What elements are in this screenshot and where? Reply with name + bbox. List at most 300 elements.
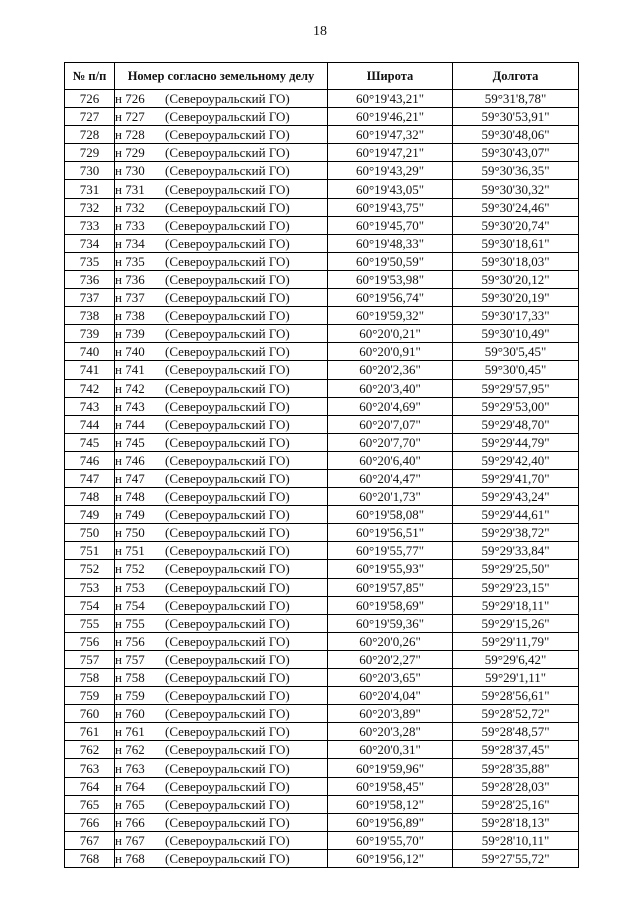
area-name: (Североуральский ГО) bbox=[165, 271, 290, 287]
row-longitude: 59°30'20,12" bbox=[453, 270, 579, 288]
row-parcel-name bbox=[115, 216, 328, 234]
area-name: (Североуральский ГО) bbox=[165, 525, 290, 541]
row-parcel-name bbox=[115, 849, 328, 867]
table-row bbox=[65, 524, 579, 542]
row-parcel-name bbox=[115, 759, 328, 777]
table-row bbox=[65, 614, 579, 632]
table-body bbox=[65, 90, 579, 868]
row-parcel-name bbox=[115, 343, 328, 361]
row-number: 749 bbox=[65, 506, 115, 524]
row-latitude: 60°19'55,93" bbox=[328, 560, 453, 578]
row-parcel-name bbox=[115, 506, 328, 524]
row-parcel-name bbox=[115, 578, 328, 596]
point-id: н 737 bbox=[115, 290, 145, 306]
row-number: 738 bbox=[65, 307, 115, 325]
row-number: 728 bbox=[65, 126, 115, 144]
table-row bbox=[65, 705, 579, 723]
point-id: н 742 bbox=[115, 380, 145, 396]
header-lon: Долгота bbox=[453, 63, 579, 90]
row-longitude: 59°30'18,03" bbox=[453, 252, 579, 270]
row-latitude: 60°19'59,96" bbox=[328, 759, 453, 777]
row-number: 750 bbox=[65, 524, 115, 542]
row-longitude: 59°29'25,50" bbox=[453, 560, 579, 578]
point-id: н 746 bbox=[115, 452, 145, 468]
point-id: н 767 bbox=[115, 832, 145, 848]
row-parcel-name bbox=[115, 669, 328, 687]
row-latitude: 60°19'47,32" bbox=[328, 126, 453, 144]
table-row bbox=[65, 108, 579, 126]
area-name: (Североуральский ГО) bbox=[165, 217, 290, 233]
row-latitude: 60°19'56,74" bbox=[328, 289, 453, 307]
row-longitude: 59°29'23,15" bbox=[453, 578, 579, 596]
row-longitude: 59°29'38,72" bbox=[453, 524, 579, 542]
point-id: н 743 bbox=[115, 398, 145, 414]
point-id: н 768 bbox=[115, 850, 145, 866]
row-number: 736 bbox=[65, 270, 115, 288]
row-longitude: 59°28'18,13" bbox=[453, 813, 579, 831]
area-name: (Североуральский ГО) bbox=[165, 471, 290, 487]
row-latitude: 60°19'58,45" bbox=[328, 777, 453, 795]
row-parcel-name bbox=[115, 325, 328, 343]
row-longitude: 59°30'10,49" bbox=[453, 325, 579, 343]
row-parcel-name bbox=[115, 614, 328, 632]
point-id: н 734 bbox=[115, 235, 145, 251]
row-parcel-name bbox=[115, 650, 328, 668]
row-longitude: 59°30'18,61" bbox=[453, 234, 579, 252]
row-number: 727 bbox=[65, 108, 115, 126]
row-longitude: 59°28'56,61" bbox=[453, 687, 579, 705]
table-row bbox=[65, 578, 579, 596]
row-latitude: 60°19'46,21" bbox=[328, 108, 453, 126]
row-longitude: 59°30'53,91" bbox=[453, 108, 579, 126]
point-id: н 758 bbox=[115, 670, 145, 686]
row-longitude: 59°28'48,57" bbox=[453, 723, 579, 741]
area-name: (Североуральский ГО) bbox=[165, 290, 290, 306]
area-name: (Североуральский ГО) bbox=[165, 344, 290, 360]
area-name: (Североуральский ГО) bbox=[165, 832, 290, 848]
row-parcel-name bbox=[115, 415, 328, 433]
row-number: 735 bbox=[65, 252, 115, 270]
row-parcel-name bbox=[115, 126, 328, 144]
row-parcel-name bbox=[115, 433, 328, 451]
table-row bbox=[65, 469, 579, 487]
row-longitude: 59°30'17,33" bbox=[453, 307, 579, 325]
row-latitude: 60°20'7,70" bbox=[328, 433, 453, 451]
row-longitude: 59°30'24,46" bbox=[453, 198, 579, 216]
area-name: (Североуральский ГО) bbox=[165, 670, 290, 686]
area-name: (Североуральский ГО) bbox=[165, 489, 290, 505]
row-latitude: 60°19'43,29" bbox=[328, 162, 453, 180]
row-longitude: 59°29'41,70" bbox=[453, 469, 579, 487]
row-parcel-name bbox=[115, 252, 328, 270]
row-latitude: 60°20'3,28" bbox=[328, 723, 453, 741]
table-row bbox=[65, 451, 579, 469]
table-row bbox=[65, 252, 579, 270]
row-longitude: 59°27'55,72" bbox=[453, 849, 579, 867]
point-id: н 744 bbox=[115, 416, 145, 432]
row-longitude: 59°30'48,06" bbox=[453, 126, 579, 144]
row-parcel-name bbox=[115, 108, 328, 126]
row-number: 744 bbox=[65, 415, 115, 433]
row-number: 739 bbox=[65, 325, 115, 343]
row-latitude: 60°19'48,33" bbox=[328, 234, 453, 252]
row-parcel-name bbox=[115, 469, 328, 487]
row-parcel-name bbox=[115, 687, 328, 705]
row-number: 746 bbox=[65, 451, 115, 469]
area-name: (Североуральский ГО) bbox=[165, 724, 290, 740]
area-name: (Североуральский ГО) bbox=[165, 326, 290, 342]
row-parcel-name bbox=[115, 741, 328, 759]
row-parcel-name bbox=[115, 379, 328, 397]
row-longitude: 59°29'43,24" bbox=[453, 488, 579, 506]
point-id: н 766 bbox=[115, 814, 145, 830]
row-parcel-name bbox=[115, 488, 328, 506]
table-row bbox=[65, 741, 579, 759]
table-row bbox=[65, 849, 579, 867]
area-name: (Североуральский ГО) bbox=[165, 814, 290, 830]
row-latitude: 60°20'7,07" bbox=[328, 415, 453, 433]
area-name: (Североуральский ГО) bbox=[165, 380, 290, 396]
point-id: н 741 bbox=[115, 362, 145, 378]
table-row bbox=[65, 270, 579, 288]
row-number: 726 bbox=[65, 90, 115, 108]
row-number: 764 bbox=[65, 777, 115, 795]
point-id: н 756 bbox=[115, 633, 145, 649]
row-number: 763 bbox=[65, 759, 115, 777]
row-longitude: 59°28'25,16" bbox=[453, 795, 579, 813]
point-id: н 732 bbox=[115, 199, 145, 215]
table-row bbox=[65, 777, 579, 795]
area-name: (Североуральский ГО) bbox=[165, 109, 290, 125]
area-name: (Североуральский ГО) bbox=[165, 145, 290, 161]
row-latitude: 60°20'0,31" bbox=[328, 741, 453, 759]
point-id: н 739 bbox=[115, 326, 145, 342]
row-latitude: 60°19'59,36" bbox=[328, 614, 453, 632]
row-longitude: 59°30'20,19" bbox=[453, 289, 579, 307]
row-latitude: 60°19'50,59" bbox=[328, 252, 453, 270]
row-latitude: 60°19'55,77" bbox=[328, 542, 453, 560]
area-name: (Североуральский ГО) bbox=[165, 561, 290, 577]
row-number: 754 bbox=[65, 596, 115, 614]
row-number: 752 bbox=[65, 560, 115, 578]
area-name: (Североуральский ГО) bbox=[165, 507, 290, 523]
table-row bbox=[65, 488, 579, 506]
table-row bbox=[65, 650, 579, 668]
row-longitude: 59°29'57,95" bbox=[453, 379, 579, 397]
table-row bbox=[65, 596, 579, 614]
area-name: (Североуральский ГО) bbox=[165, 742, 290, 758]
row-longitude: 59°29'15,26" bbox=[453, 614, 579, 632]
row-number: 753 bbox=[65, 578, 115, 596]
table-row bbox=[65, 90, 579, 108]
row-number: 748 bbox=[65, 488, 115, 506]
row-latitude: 60°19'55,70" bbox=[328, 831, 453, 849]
area-name: (Североуральский ГО) bbox=[165, 850, 290, 866]
row-parcel-name bbox=[115, 361, 328, 379]
area-name: (Североуральский ГО) bbox=[165, 597, 290, 613]
row-number: 761 bbox=[65, 723, 115, 741]
area-name: (Североуральский ГО) bbox=[165, 253, 290, 269]
row-latitude: 60°19'58,12" bbox=[328, 795, 453, 813]
row-number: 741 bbox=[65, 361, 115, 379]
row-number: 742 bbox=[65, 379, 115, 397]
point-id: н 729 bbox=[115, 145, 145, 161]
area-name: (Североуральский ГО) bbox=[165, 199, 290, 215]
row-latitude: 60°19'45,70" bbox=[328, 216, 453, 234]
row-longitude: 59°31'8,78" bbox=[453, 90, 579, 108]
table-row bbox=[65, 289, 579, 307]
area-name: (Североуральский ГО) bbox=[165, 127, 290, 143]
row-latitude: 60°20'4,47" bbox=[328, 469, 453, 487]
table-row bbox=[65, 795, 579, 813]
row-latitude: 60°19'58,08" bbox=[328, 506, 453, 524]
row-number: 730 bbox=[65, 162, 115, 180]
table-row bbox=[65, 542, 579, 560]
row-parcel-name bbox=[115, 795, 328, 813]
row-latitude: 60°20'0,21" bbox=[328, 325, 453, 343]
point-id: н 748 bbox=[115, 489, 145, 505]
row-longitude: 59°28'35,88" bbox=[453, 759, 579, 777]
point-id: н 757 bbox=[115, 651, 145, 667]
row-longitude: 59°29'6,42" bbox=[453, 650, 579, 668]
table-row bbox=[65, 216, 579, 234]
point-id: н 763 bbox=[115, 760, 145, 776]
point-id: н 733 bbox=[115, 217, 145, 233]
area-name: (Североуральский ГО) bbox=[165, 796, 290, 812]
table-row bbox=[65, 759, 579, 777]
row-latitude: 60°19'56,12" bbox=[328, 849, 453, 867]
row-longitude: 59°29'42,40" bbox=[453, 451, 579, 469]
row-parcel-name bbox=[115, 560, 328, 578]
row-parcel-name bbox=[115, 632, 328, 650]
table-row bbox=[65, 669, 579, 687]
point-id: н 764 bbox=[115, 778, 145, 794]
row-latitude: 60°19'47,21" bbox=[328, 144, 453, 162]
row-parcel-name bbox=[115, 234, 328, 252]
area-name: (Североуральский ГО) bbox=[165, 452, 290, 468]
point-id: н 731 bbox=[115, 181, 145, 197]
row-parcel-name bbox=[115, 542, 328, 560]
area-name: (Североуральский ГО) bbox=[165, 91, 290, 107]
row-latitude: 60°19'58,69" bbox=[328, 596, 453, 614]
row-latitude: 60°19'56,89" bbox=[328, 813, 453, 831]
row-number: 729 bbox=[65, 144, 115, 162]
row-number: 765 bbox=[65, 795, 115, 813]
row-number: 766 bbox=[65, 813, 115, 831]
table-row bbox=[65, 415, 579, 433]
row-latitude: 60°19'53,98" bbox=[328, 270, 453, 288]
area-name: (Североуральский ГО) bbox=[165, 651, 290, 667]
area-name: (Североуральский ГО) bbox=[165, 706, 290, 722]
point-id: н 750 bbox=[115, 525, 145, 541]
row-latitude: 60°19'43,21" bbox=[328, 90, 453, 108]
area-name: (Североуральский ГО) bbox=[165, 760, 290, 776]
area-name: (Североуральский ГО) bbox=[165, 434, 290, 450]
row-latitude: 60°20'3,65" bbox=[328, 669, 453, 687]
area-name: (Североуральский ГО) bbox=[165, 308, 290, 324]
coordinates-table bbox=[64, 62, 579, 868]
row-number: 755 bbox=[65, 614, 115, 632]
point-id: н 762 bbox=[115, 742, 145, 758]
row-longitude: 59°30'36,35" bbox=[453, 162, 579, 180]
row-number: 745 bbox=[65, 433, 115, 451]
row-longitude: 59°29'1,11" bbox=[453, 669, 579, 687]
table-row bbox=[65, 723, 579, 741]
row-number: 734 bbox=[65, 234, 115, 252]
area-name: (Североуральский ГО) bbox=[165, 362, 290, 378]
row-number: 757 bbox=[65, 650, 115, 668]
point-id: н 752 bbox=[115, 561, 145, 577]
point-id: н 751 bbox=[115, 543, 145, 559]
point-id: н 726 bbox=[115, 91, 145, 107]
row-longitude: 59°30'0,45" bbox=[453, 361, 579, 379]
point-id: н 749 bbox=[115, 507, 145, 523]
table-row bbox=[65, 632, 579, 650]
row-latitude: 60°20'3,40" bbox=[328, 379, 453, 397]
area-name: (Североуральский ГО) bbox=[165, 615, 290, 631]
point-id: н 760 bbox=[115, 706, 145, 722]
table-row bbox=[65, 687, 579, 705]
row-number: 767 bbox=[65, 831, 115, 849]
point-id: н 761 bbox=[115, 724, 145, 740]
row-latitude: 60°20'2,27" bbox=[328, 650, 453, 668]
table-row bbox=[65, 831, 579, 849]
row-parcel-name bbox=[115, 90, 328, 108]
row-latitude: 60°20'4,69" bbox=[328, 397, 453, 415]
row-latitude: 60°20'1,73" bbox=[328, 488, 453, 506]
row-longitude: 59°30'20,74" bbox=[453, 216, 579, 234]
row-latitude: 60°19'43,05" bbox=[328, 180, 453, 198]
row-longitude: 59°29'18,11" bbox=[453, 596, 579, 614]
header-num: № п/п bbox=[65, 63, 115, 90]
row-number: 743 bbox=[65, 397, 115, 415]
area-name: (Североуральский ГО) bbox=[165, 579, 290, 595]
area-name: (Североуральский ГО) bbox=[165, 416, 290, 432]
row-parcel-name bbox=[115, 831, 328, 849]
header-name: Номер согласно земельному делу bbox=[115, 63, 328, 90]
row-parcel-name bbox=[115, 270, 328, 288]
row-latitude: 60°20'4,04" bbox=[328, 687, 453, 705]
row-latitude: 60°20'0,91" bbox=[328, 343, 453, 361]
row-parcel-name bbox=[115, 198, 328, 216]
header-lat: Широта bbox=[328, 63, 453, 90]
row-parcel-name bbox=[115, 144, 328, 162]
table-row bbox=[65, 325, 579, 343]
table-row bbox=[65, 343, 579, 361]
table-row bbox=[65, 144, 579, 162]
row-number: 732 bbox=[65, 198, 115, 216]
point-id: н 728 bbox=[115, 127, 145, 143]
row-longitude: 59°28'52,72" bbox=[453, 705, 579, 723]
table-row bbox=[65, 180, 579, 198]
row-parcel-name bbox=[115, 180, 328, 198]
row-latitude: 60°20'6,40" bbox=[328, 451, 453, 469]
area-name: (Североуральский ГО) bbox=[165, 163, 290, 179]
row-number: 758 bbox=[65, 669, 115, 687]
row-number: 760 bbox=[65, 705, 115, 723]
row-latitude: 60°20'2,36" bbox=[328, 361, 453, 379]
point-id: н 735 bbox=[115, 253, 145, 269]
row-longitude: 59°29'33,84" bbox=[453, 542, 579, 560]
row-number: 737 bbox=[65, 289, 115, 307]
row-number: 759 bbox=[65, 687, 115, 705]
row-parcel-name bbox=[115, 162, 328, 180]
row-number: 756 bbox=[65, 632, 115, 650]
table-row bbox=[65, 813, 579, 831]
row-longitude: 59°29'44,79" bbox=[453, 433, 579, 451]
point-id: н 730 bbox=[115, 163, 145, 179]
row-parcel-name bbox=[115, 307, 328, 325]
row-number: 733 bbox=[65, 216, 115, 234]
row-parcel-name bbox=[115, 723, 328, 741]
row-number: 731 bbox=[65, 180, 115, 198]
row-longitude: 59°28'28,03" bbox=[453, 777, 579, 795]
point-id: н 738 bbox=[115, 308, 145, 324]
row-latitude: 60°20'3,89" bbox=[328, 705, 453, 723]
row-number: 762 bbox=[65, 741, 115, 759]
area-name: (Североуральский ГО) bbox=[165, 181, 290, 197]
table-row bbox=[65, 126, 579, 144]
point-id: н 765 bbox=[115, 796, 145, 812]
area-name: (Североуральский ГО) bbox=[165, 543, 290, 559]
row-number: 740 bbox=[65, 343, 115, 361]
row-longitude: 59°28'10,11" bbox=[453, 831, 579, 849]
table-row bbox=[65, 198, 579, 216]
table-row bbox=[65, 234, 579, 252]
row-longitude: 59°29'44,61" bbox=[453, 506, 579, 524]
page-number: 18 bbox=[313, 24, 327, 39]
table-row bbox=[65, 506, 579, 524]
point-id: н 759 bbox=[115, 688, 145, 704]
point-id: н 755 bbox=[115, 615, 145, 631]
point-id: н 740 bbox=[115, 344, 145, 360]
point-id: н 747 bbox=[115, 471, 145, 487]
row-parcel-name bbox=[115, 777, 328, 795]
area-name: (Североуральский ГО) bbox=[165, 633, 290, 649]
table-row bbox=[65, 433, 579, 451]
point-id: н 745 bbox=[115, 434, 145, 450]
point-id: н 727 bbox=[115, 109, 145, 125]
point-id: н 754 bbox=[115, 597, 145, 613]
row-latitude: 60°19'43,75" bbox=[328, 198, 453, 216]
row-latitude: 60°19'56,51" bbox=[328, 524, 453, 542]
table-row bbox=[65, 361, 579, 379]
row-parcel-name bbox=[115, 596, 328, 614]
row-longitude: 59°28'37,45" bbox=[453, 741, 579, 759]
area-name: (Североуральский ГО) bbox=[165, 398, 290, 414]
table-row bbox=[65, 560, 579, 578]
area-name: (Североуральский ГО) bbox=[165, 235, 290, 251]
row-longitude: 59°30'30,32" bbox=[453, 180, 579, 198]
table-header-row bbox=[65, 63, 579, 90]
area-name: (Североуральский ГО) bbox=[165, 688, 290, 704]
table-row bbox=[65, 162, 579, 180]
row-longitude: 59°29'11,79" bbox=[453, 632, 579, 650]
row-parcel-name bbox=[115, 451, 328, 469]
table-row bbox=[65, 307, 579, 325]
row-number: 768 bbox=[65, 849, 115, 867]
row-parcel-name bbox=[115, 524, 328, 542]
row-number: 751 bbox=[65, 542, 115, 560]
point-id: н 736 bbox=[115, 271, 145, 287]
area-name: (Североуральский ГО) bbox=[165, 778, 290, 794]
row-latitude: 60°19'59,32" bbox=[328, 307, 453, 325]
row-latitude: 60°20'0,26" bbox=[328, 632, 453, 650]
row-parcel-name bbox=[115, 397, 328, 415]
row-parcel-name bbox=[115, 813, 328, 831]
row-parcel-name bbox=[115, 705, 328, 723]
row-longitude: 59°29'53,00" bbox=[453, 397, 579, 415]
